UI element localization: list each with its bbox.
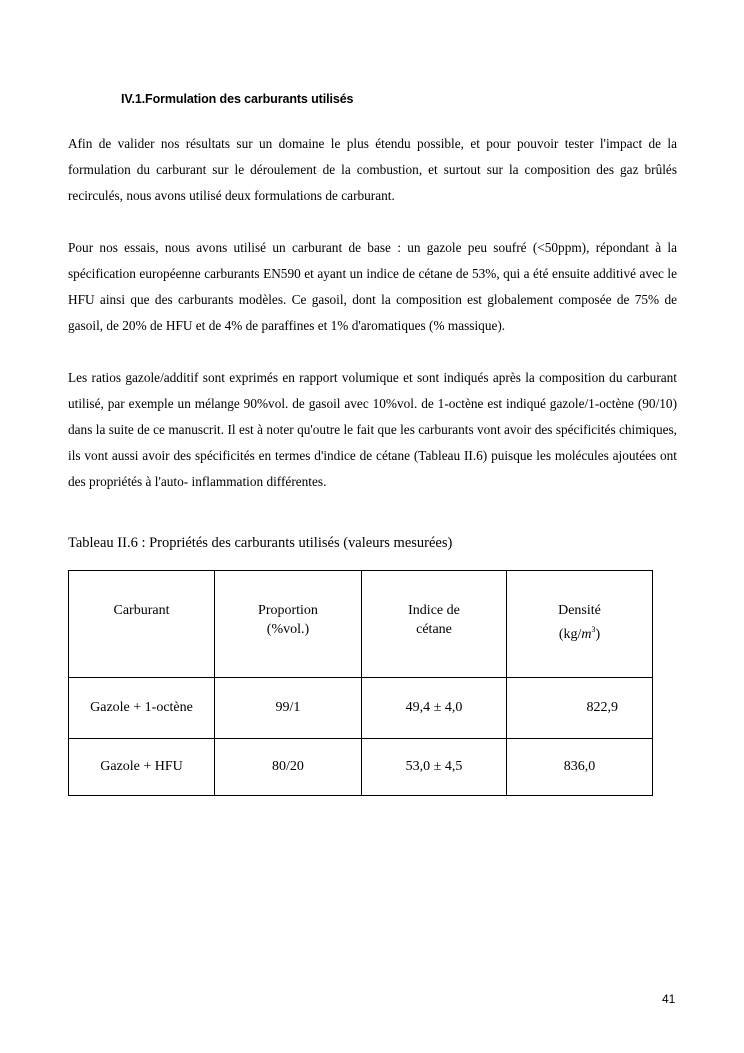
cell-carburant: Gazole + HFU — [69, 739, 215, 796]
section-heading: IV.1.Formulation des carburants utilisés — [121, 92, 354, 106]
fuel-properties-table — [68, 570, 653, 796]
table-header-row — [69, 571, 653, 678]
table-row — [69, 678, 653, 739]
cell-proportion: 80/20 — [215, 739, 362, 796]
cell-densite: 822,9 — [507, 678, 653, 739]
table-caption: Tableau II.6 : Propriétés des carburants utilisés (valeurs mesurées) — [68, 535, 453, 551]
paragraph-base-fuel: Pour nos essais, nous avons utilisé un carburant de base : un gazole peu soufré (<50ppm), répondant à la spécification européenne carburants EN590 et ayant un indice de cétane de 53%, qui a été ensuite additivé avec le HFU ainsi que des carburants modèles. Ce gasoil, dont la composition est globalement composée de 75% de gasoil, de 20% de HFU et de 4% de paraffines et 1% d'aromatiques (% massique). — [68, 240, 677, 333]
cell-proportion: 99/1 — [215, 678, 362, 739]
header-proportion: Proportion (%vol.) — [215, 571, 362, 678]
header-carburant: Carburant — [69, 571, 215, 678]
cell-cetane: 49,4 ± 4,0 — [362, 678, 507, 739]
paragraph-ratios: Les ratios gazole/additif sont exprimés en rapport volumique et sont indiqués après la composition du carburant utilisé, par exemple un mélange 90%vol. de gasoil avec 10%vol. de 1-octène est indiqué gazole/1-octène (90/10) dans la suite de ce manuscrit. Il est à noter qu'outre le fait que les carburants vont avoir des spécificités chimiques, ils vont aussi avoir des spécificités en termes d'indice de cétane (Tableau II.6) puisque les molécules ajoutées ont des propriétés à l'auto- inflammation différentes. — [68, 370, 677, 489]
paragraph-intro: Afin de valider nos résultats sur un domaine le plus étendu possible, et pour pouvoir tester l'impact de la formulation du carburant sur le déroulement de la combustion, et surtout sur la composition des gaz brûlés recirculés, nous avons utilisé deux formulations de carburant. — [68, 136, 677, 203]
table-row — [69, 739, 653, 796]
densite-unit: $(kg/m^3)$ — [558, 625, 601, 642]
cell-densite: 836,0 — [507, 739, 653, 796]
page-number: 41 — [662, 992, 676, 1006]
cell-cetane: 53,0 ± 4,5 — [362, 739, 507, 796]
header-indice-cetane: Indice de cétane — [362, 571, 507, 678]
header-densite: Densité $(kg/m^3)$ — [507, 571, 653, 678]
cell-carburant: Gazole + 1-octène — [69, 678, 215, 739]
